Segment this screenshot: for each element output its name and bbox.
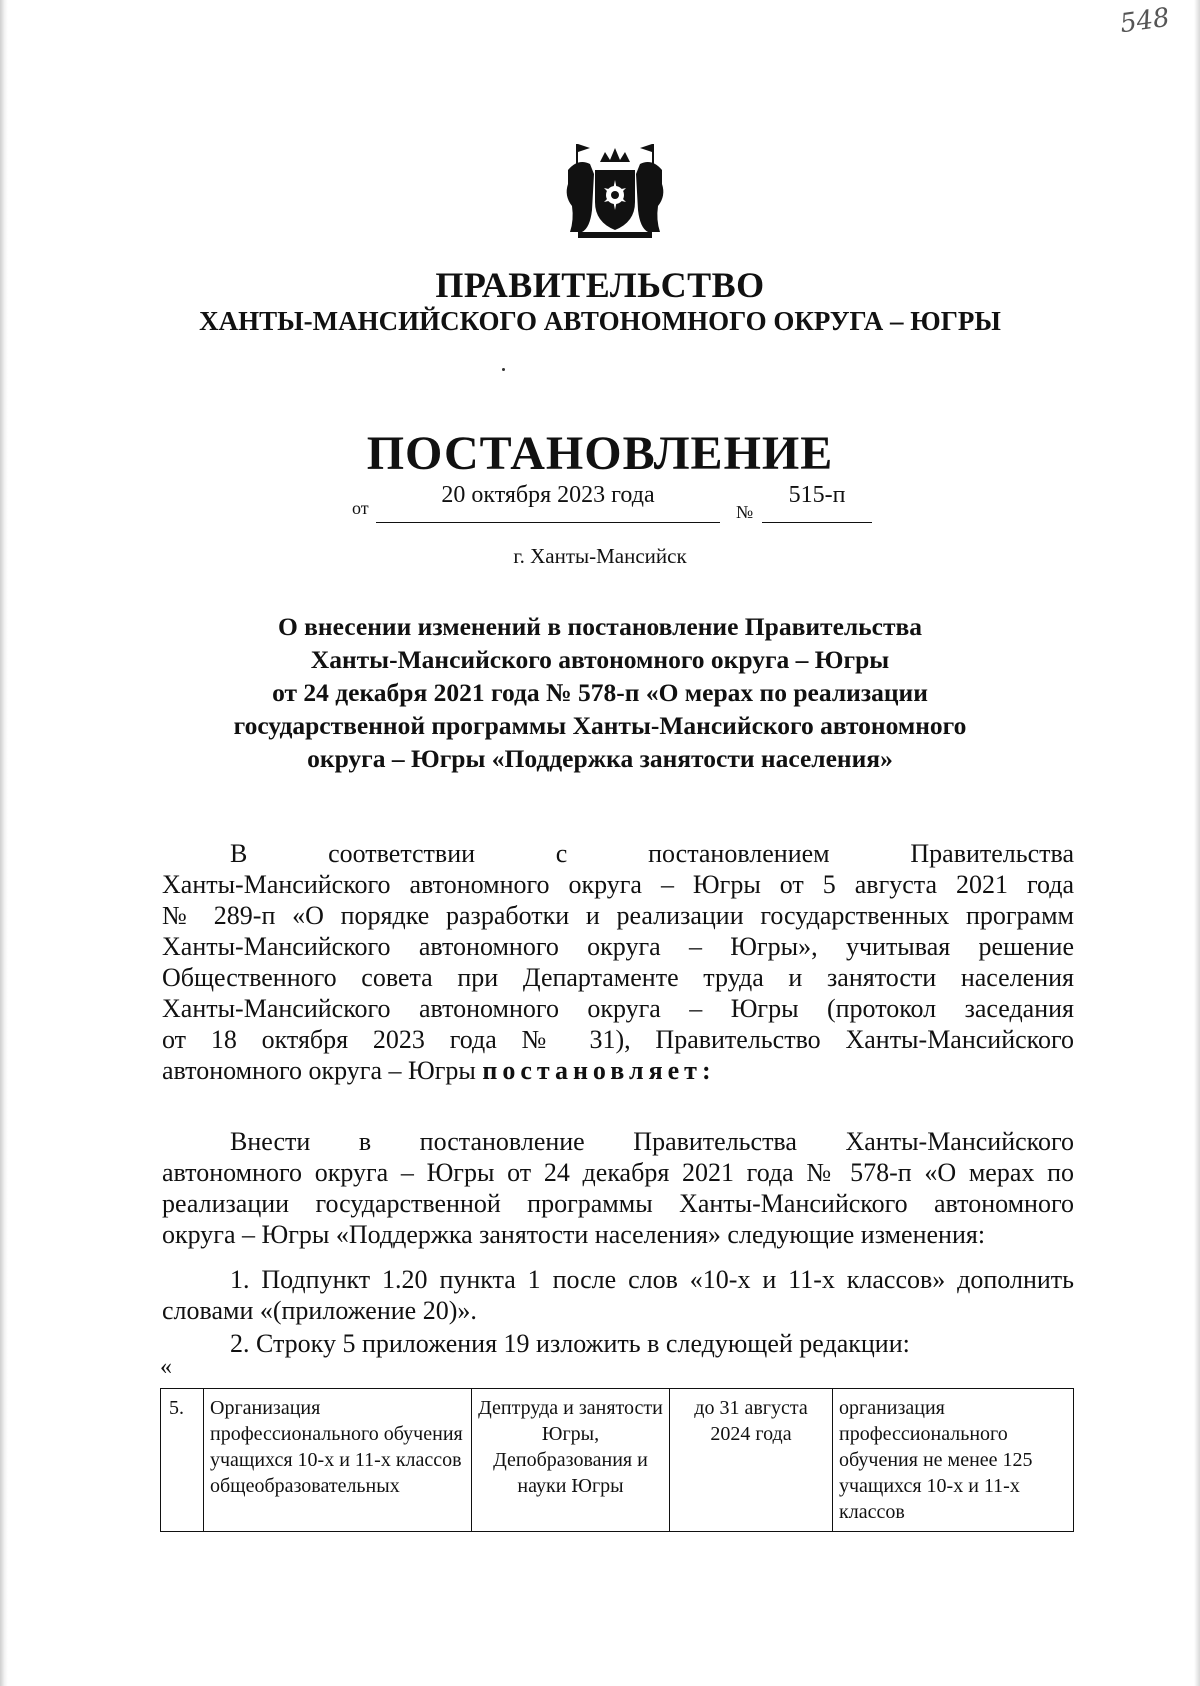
handwritten-page-number: 548 [1118,2,1172,40]
row-number-cell: 5. [161,1389,204,1532]
region-title: ХАНТЫ-МАНСИЙСКОГО АВТОНОМНОГО ОКРУГА – ЮГРЫ [199,306,1001,336]
scan-edge-right [1194,0,1200,1686]
title-line: государственной программы Ханты-Мансийского автономного [233,711,967,740]
text-line [162,1055,1074,1086]
deadline-cell: до 31 августа 2024 года [670,1389,833,1532]
title-line: О внесении изменений в постановление Правительства [277,612,923,641]
coat-of-arms-icon [560,140,670,240]
table [160,1388,1074,1532]
text-line: Общественного совета при Департаменте труда и занятости населения [162,963,1074,992]
text-line: реализации государственной программы Ханты-Мансийского автономного [162,1189,1074,1218]
result-cell: организация профессионального обучения не менее 125 учащихся 10-х и 11-х классов [833,1389,1074,1532]
text-line: 1. Подпункт 1.20 пункта 1 после слов «10-х и 11-х классов» дополнить [230,1265,1074,1294]
item-1 [162,1264,1074,1326]
city: г. Ханты-Мансийск [513,544,687,568]
opening-quote: « [160,1354,172,1380]
date-underline [376,522,720,523]
table-row [161,1389,1074,1532]
text-line: Ханты-Мансийского автономного округа – Югры от 5 августа 2021 года [162,870,1074,899]
document-number: 515-п [788,482,846,508]
scan-edge-left [0,0,8,1686]
title-line: Ханты-Мансийского автономного округа – Югры [310,645,890,674]
item-2 [162,1328,1074,1359]
text-line: автономного округа – Югры от 24 декабря 2021 года № 578-п «О мерах по [162,1158,1074,1187]
scan-dot [502,368,505,371]
date-number-line [0,482,1200,522]
government-title: ПРАВИТЕЛЬСТВО [435,265,765,305]
from-label: от [352,498,369,518]
text-line: В соответствии с постановлением Правительства [230,839,1074,868]
activity-name-cell: Организация профессионального обучения учащихся 10-х и 11-х классов общеобразовательных [204,1389,472,1532]
preamble-paragraph [162,838,1074,1086]
responsible-cell: Дептруда и занятости Югры, Депобразования и науки Югры [472,1389,670,1532]
text-line: Ханты-Мансийского автономного округа – Югры (протокол заседания [162,994,1074,1023]
text-line: Внести в постановление Правительства Ханты-Мансийского [230,1127,1074,1156]
text-line: от 18 октября 2023 года № 31), Правительство Ханты-Мансийского [162,1025,1074,1054]
title-line: округа – Югры «Поддержка занятости населения» [307,744,893,773]
amendment-paragraph [162,1126,1074,1250]
document-date: 20 октября 2023 года [441,482,655,508]
text-line: № 289-п «О порядке разработки и реализации государственных программ [162,901,1074,930]
appendix-table [160,1388,1074,1532]
text-line: Ханты-Мансийского автономного округа – Югры», учитывая решение [162,932,1074,961]
decree-word: постановляет: [482,1056,716,1085]
text-line: словами «(приложение 20)». [162,1296,477,1325]
document-type: ПОСТАНОВЛЕНИЕ [366,427,834,480]
number-underline [762,522,872,523]
text-line: 2. Строку 5 приложения 19 изложить в следующей редакции: [230,1329,910,1358]
title-line: от 24 декабря 2021 года № 578-п «О мерах по реализации [272,678,928,707]
number-label: № [736,502,754,522]
text-line: округа – Югры «Поддержка занятости населения» следующие изменения: [162,1220,986,1249]
text-line-prefix: автономного округа – Югры [162,1056,483,1085]
resolution-title [0,610,1200,775]
